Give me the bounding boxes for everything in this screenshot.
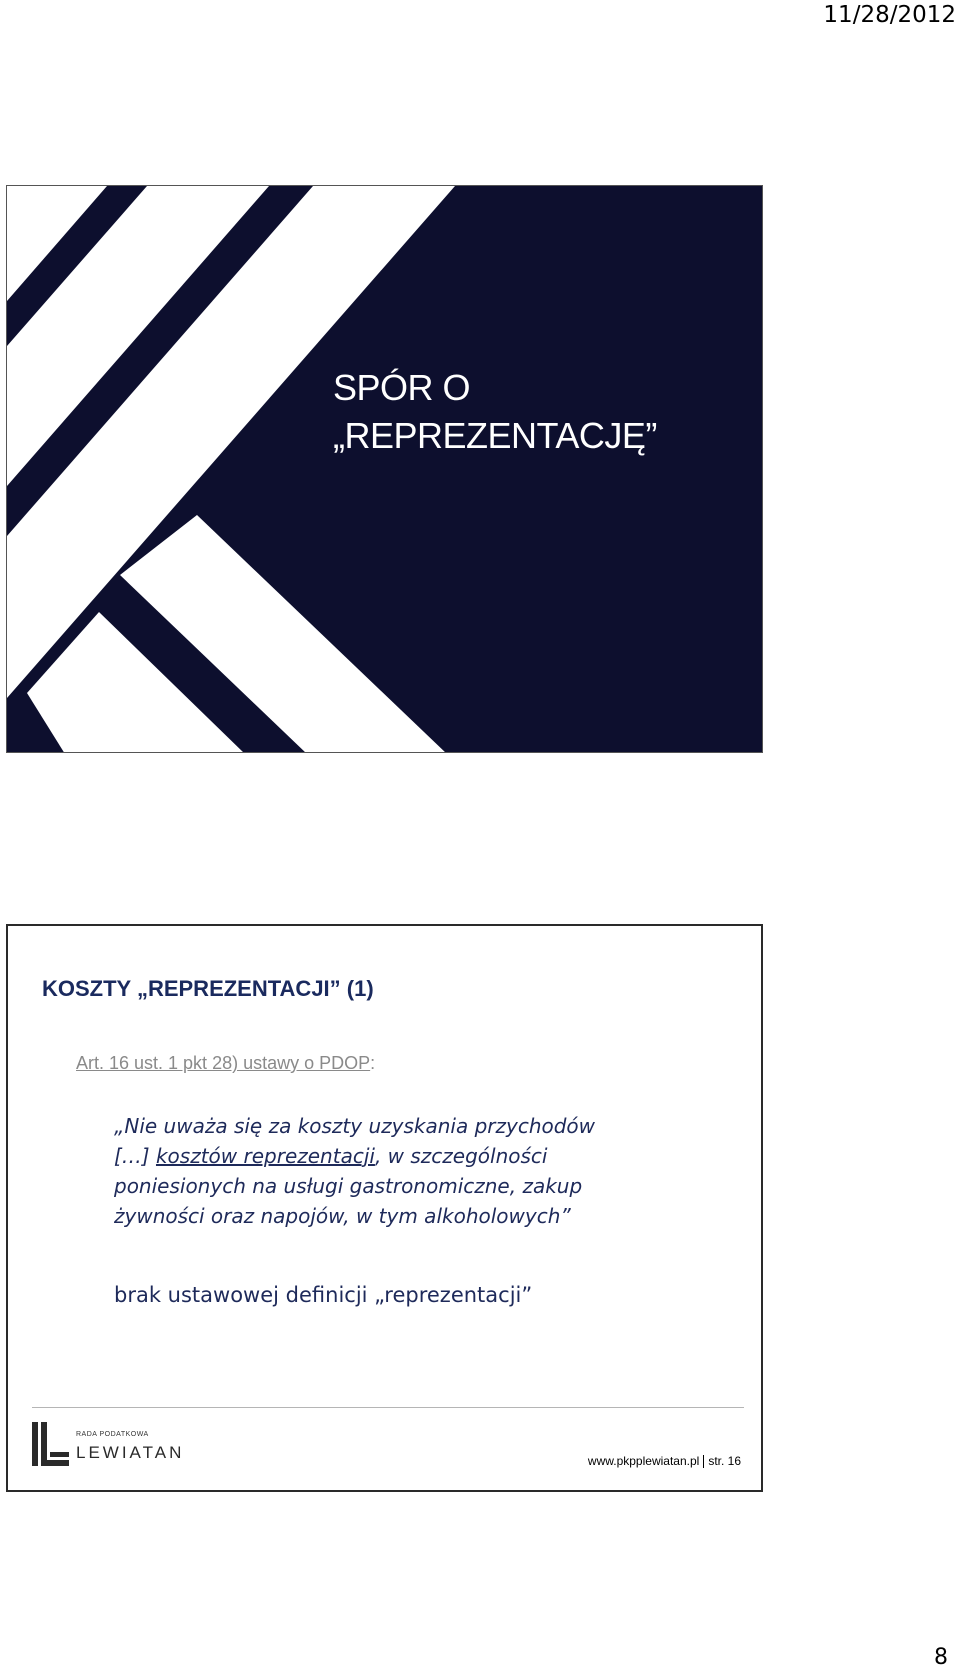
quote-line-2: [114, 1141, 734, 1171]
page-number: 8: [934, 1645, 948, 1670]
quote-term-underlined: kosztów reprezentacji: [155, 1144, 375, 1168]
quote-line-1: „Nie uważa się za koszty uzyskania przychodów: [114, 1114, 596, 1138]
logo-text-small: RADA PODATKOWA: [76, 1431, 149, 1438]
decorative-stripes: [7, 186, 763, 753]
legal-reference-colon: :: [370, 1053, 376, 1073]
print-date: 11/28/2012: [823, 2, 956, 28]
title-line-1: SPÓR O: [333, 367, 471, 408]
quote-line-3: poniesionych na usługi gastronomiczne, zakup: [114, 1174, 583, 1198]
footer-site: www.pkpplewiatan.pl: [587, 1454, 700, 1468]
slide-content: [6, 924, 763, 1492]
quote-line-2-end: , w szczególności: [374, 1144, 548, 1168]
legal-reference: [76, 1053, 375, 1074]
slide-footer: [588, 1454, 741, 1468]
slide-heading: KOSZTY „REPREZENTACJI” (1): [42, 976, 374, 1001]
quote-line-2-start: […]: [114, 1144, 156, 1168]
logo-mark-icon: [30, 1420, 72, 1468]
lewiatan-logo: [30, 1420, 200, 1472]
footer-page: str. 16: [708, 1454, 741, 1468]
logo-text-big: LEWIATAN: [76, 1443, 185, 1462]
slide-title: [6, 185, 763, 753]
legal-reference-link: Art. 16 ust. 1 pkt 28) ustawy o PDOP: [76, 1053, 371, 1073]
footer-divider: [32, 1407, 744, 1408]
footer-separator: [703, 1455, 704, 1468]
quote-line-4: żywności oraz napojów, w tym alkoholowych”: [114, 1204, 571, 1228]
title-line-2: „REPREZENTACJĘ”: [333, 415, 657, 456]
definition-note: brak ustawowej definicji „reprezentacji”: [114, 1283, 533, 1307]
quote-block: [114, 1111, 734, 1231]
slide-title-text: [333, 364, 753, 460]
